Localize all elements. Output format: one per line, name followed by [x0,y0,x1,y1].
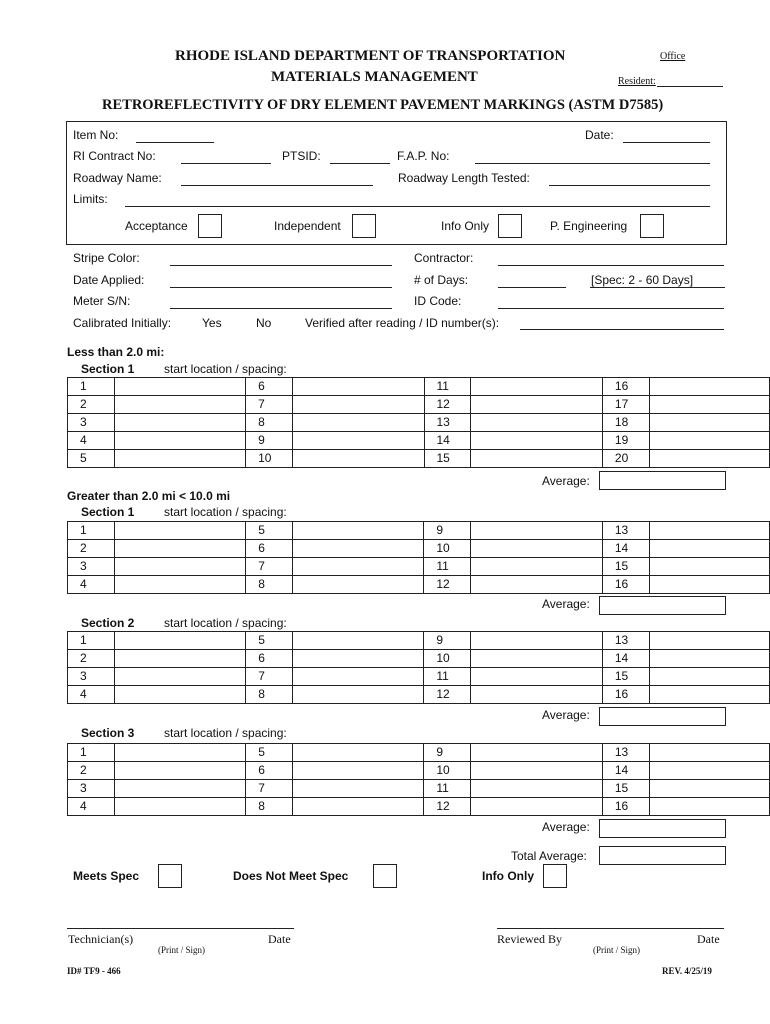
gt-section3-reading-value-cell[interactable] [114,762,246,780]
gt-section1-reading-value-cell[interactable] [292,540,424,558]
lt-start-location: start location / spacing: [164,362,287,376]
gt-section1-reading-number: 2 [68,540,115,558]
lt-reading-value-cell[interactable] [114,378,245,396]
gt-section1-reading-number: 7 [246,558,293,576]
gt-section3-reading-value-cell[interactable] [292,798,424,816]
lt-reading-value-cell[interactable] [471,396,602,414]
lt-reading-number: 8 [246,414,293,432]
stripe-color-field[interactable] [170,265,392,266]
gt-section3-reading-value-cell[interactable] [471,780,603,798]
gt-section3-reading-value-cell[interactable] [114,780,246,798]
greater-than-heading: Greater than 2.0 mi < 10.0 mi [67,489,231,503]
lt-reading-number: 16 [602,378,649,396]
lt-reading-value-cell[interactable] [471,414,602,432]
gt-section2-reading-number: 5 [246,632,293,650]
lt-row [68,378,770,396]
lt-reading-number: 13 [424,414,471,432]
gt-section3-reading-number: 8 [246,798,293,816]
roadway-name-field[interactable] [181,185,373,186]
gt-section1-reading-value-cell[interactable] [471,558,603,576]
gt-section2-label: Section 2 [81,616,135,630]
lt-reading-value-cell[interactable] [114,450,245,468]
fap-no-label: F.A.P. No: [397,149,450,163]
independent-checkbox[interactable] [352,214,376,238]
lt-reading-value-cell[interactable] [649,432,769,450]
lt-reading-value-cell[interactable] [293,396,424,414]
gt-section3-reading-number: 13 [602,744,649,762]
lt-reading-number: 19 [602,432,649,450]
item-no-field[interactable] [136,142,214,143]
does-not-meet-label: Does Not Meet Spec [233,869,349,883]
gt-section1-reading-number: 13 [602,522,649,540]
gt-section2-reading-value-cell[interactable] [292,686,424,704]
gt-section3-reading-number: 15 [602,780,649,798]
reviewed-by-label: Reviewed By [497,932,562,946]
gt-section2-row [68,668,770,686]
office-label: Office [660,51,686,62]
lt-row [68,414,770,432]
lt-reading-number: 10 [246,450,293,468]
gt-section3-reading-value-cell[interactable] [471,744,603,762]
gt-section2-reading-number: 13 [602,632,649,650]
gt-section2-reading-number: 8 [246,686,293,704]
gt-section2-reading-value-cell[interactable] [649,632,769,650]
gt-section2-reading-value-cell[interactable] [649,686,769,704]
gt-section1-reading-number: 14 [602,540,649,558]
gt-section3-reading-value-cell[interactable] [649,744,769,762]
gt-section1-reading-value-cell[interactable] [114,522,246,540]
limits-field[interactable] [125,206,710,207]
gt-section2-reading-value-cell[interactable] [292,650,424,668]
reviewer-signature-line[interactable] [497,928,724,929]
meets-spec-checkbox[interactable] [158,864,182,888]
gt-section2-reading-number: 11 [424,668,471,686]
gt-section2-reading-value-cell[interactable] [114,686,246,704]
gt-section1-reading-number: 5 [246,522,293,540]
gt-section1-label: Section 1 [81,505,135,519]
date-field[interactable] [623,142,710,143]
gt-section2-reading-value-cell[interactable] [471,650,603,668]
gt-section3-reading-value-cell[interactable] [649,780,769,798]
lt-row [68,432,770,450]
gt-section1-reading-value-cell[interactable] [114,576,246,594]
gt-section2-reading-number: 14 [602,650,649,668]
gt-section2-reading-number: 12 [424,686,471,704]
ptsid-field[interactable] [330,163,390,164]
gt-section2-row [68,686,770,704]
lt-reading-number: 1 [68,378,115,396]
gt-section1-reading-value-cell[interactable] [114,558,246,576]
gt-section2-reading-value-cell[interactable] [114,650,246,668]
gt-section2-reading-value-cell[interactable] [292,668,424,686]
stripe-color-label: Stripe Color: [73,251,140,265]
gt-section3-reading-number: 11 [424,780,471,798]
lt-reading-number: 17 [602,396,649,414]
form-revision: REV. 4/25/19 [662,966,712,976]
gt-section3-reading-value-cell[interactable] [114,798,246,816]
division-title: MATERIALS MANAGEMENT [271,69,478,85]
lt-reading-value-cell[interactable] [293,378,424,396]
gt-section3-reading-value-cell[interactable] [649,762,769,780]
technician-label: Technician(s) [68,932,134,946]
lt-reading-number: 6 [246,378,293,396]
gt-section3-average-field[interactable] [599,819,726,838]
gt-section3-reading-value-cell[interactable] [471,762,603,780]
gt-section3-label: Section 3 [81,726,135,740]
summary-info-only-label: Info Only [482,869,534,883]
independent-label: Independent [274,219,341,233]
limits-label: Limits: [73,192,108,206]
lt-reading-value-cell[interactable] [471,450,602,468]
meter-sn-label: Meter S/N: [73,294,131,308]
gt-section3-reading-number: 4 [68,798,115,816]
lt-reading-value-cell[interactable] [293,450,424,468]
id-code-field[interactable] [498,308,724,309]
lt-section1-label: Section 1 [81,362,135,376]
lt-reading-number: 14 [424,432,471,450]
lt-reading-number: 9 [246,432,293,450]
calibrated-no[interactable]: No [256,316,272,330]
lt-reading-number: 15 [424,450,471,468]
spec-underline [590,287,725,288]
lt-reading-value-cell[interactable] [293,414,424,432]
verified-label: Verified after reading / ID number(s): [305,316,500,330]
gt-section3-reading-number: 1 [68,744,115,762]
lt-reading-value-cell[interactable] [114,396,245,414]
lt-reading-value-cell[interactable] [114,414,245,432]
lt-reading-number: 5 [68,450,115,468]
lt-reading-value-cell[interactable] [649,396,769,414]
technician-date-label: Date [268,932,291,946]
technician-print-sign: (Print / Sign) [158,945,206,955]
gt-section3-row [68,762,770,780]
gt-section1-reading-value-cell[interactable] [649,522,769,540]
form-title: RETROREFLECTIVITY OF DRY ELEMENT PAVEMENT MARKINGS (ASTM D7585) [102,97,664,113]
spec-note: [Spec: 2 - 60 Days] [591,273,694,287]
gt-section3-start: start location / spacing: [164,726,287,740]
gt-section1-reading-value-cell[interactable] [292,576,424,594]
gt-section1-reading-value-cell[interactable] [471,522,603,540]
gt-section3-reading-number: 2 [68,762,115,780]
resident-label: Resident: [618,76,656,87]
reviewer-print-sign: (Print / Sign) [593,945,641,955]
gt-section2-reading-number: 9 [424,632,471,650]
lt-reading-value-cell[interactable] [471,432,602,450]
lt-reading-number: 12 [424,396,471,414]
gt-section1-average-field[interactable] [599,596,726,615]
gt-section2-reading-number: 2 [68,650,115,668]
lt-reading-value-cell[interactable] [293,432,424,450]
gt-section1-reading-number: 8 [246,576,293,594]
gt-section1-reading-value-cell[interactable] [292,522,424,540]
lt-readings-table [67,377,770,468]
gt-section1-reading-value-cell[interactable] [471,540,603,558]
lt-average-field[interactable] [599,471,726,490]
gt-section1-average-label: Average: [542,597,590,611]
gt-section1-reading-number: 12 [424,576,471,594]
gt-section2-reading-value-cell[interactable] [649,668,769,686]
gt-section3-reading-number: 7 [246,780,293,798]
lt-reading-number: 3 [68,414,115,432]
num-days-field[interactable] [498,287,566,288]
gt-section3-row [68,798,770,816]
gt-section2-reading-number: 15 [602,668,649,686]
resident-field[interactable] [657,86,723,87]
total-average-label: Total Average: [511,849,587,863]
lt-reading-value-cell[interactable] [471,378,602,396]
gt-section2-reading-value-cell[interactable] [292,632,424,650]
gt-section2-reading-number: 6 [246,650,293,668]
lt-reading-number: 7 [246,396,293,414]
gt-section2-reading-number: 4 [68,686,115,704]
summary-info-only-checkbox[interactable] [543,864,567,888]
fap-no-field[interactable] [475,163,710,164]
contractor-label: Contractor: [414,251,474,265]
reviewer-date-label: Date [697,932,720,946]
ri-contract-label: RI Contract No: [73,149,156,163]
gt-section3-row [68,780,770,798]
gt-section1-reading-number: 11 [424,558,471,576]
gt-section1-reading-number: 9 [424,522,471,540]
does-not-meet-checkbox[interactable] [373,864,397,888]
id-code-label: ID Code: [414,294,462,308]
info-only-checkbox[interactable] [498,214,522,238]
lt-row [68,450,770,468]
p-engineering-label: P. Engineering [550,219,628,233]
gt-section3-reading-number: 10 [424,762,471,780]
acceptance-checkbox[interactable] [198,214,222,238]
date-applied-label: Date Applied: [73,273,145,287]
gt-section1-reading-value-cell[interactable] [114,540,246,558]
p-engineering-checkbox[interactable] [640,214,664,238]
gt-section2-reading-number: 16 [602,686,649,704]
gt-section2-average-label: Average: [542,708,590,722]
lt-reading-number: 4 [68,432,115,450]
gt-section2-reading-value-cell[interactable] [471,686,603,704]
gt-section2-reading-number: 7 [246,668,293,686]
ri-contract-field[interactable] [181,163,271,164]
gt-section1-row [68,576,770,594]
gt-section1-reading-number: 6 [246,540,293,558]
lt-reading-value-cell[interactable] [649,414,769,432]
roadway-length-label: Roadway Length Tested: [398,171,530,185]
gt-section3-reading-number: 3 [68,780,115,798]
gt-section1-row [68,558,770,576]
gt-section2-reading-number: 3 [68,668,115,686]
lt-reading-number: 11 [424,378,471,396]
verified-field[interactable] [520,329,724,330]
gt-section1-row [68,522,770,540]
gt-section3-reading-number: 12 [424,798,471,816]
gt-section1-reading-value-cell[interactable] [649,558,769,576]
dept-title: RHODE ISLAND DEPARTMENT OF TRANSPORTATION [175,48,566,64]
meets-spec-label: Meets Spec [73,869,140,883]
gt-section1-reading-value-cell[interactable] [292,558,424,576]
gt-section3-reading-value-cell[interactable] [292,762,424,780]
meter-sn-field[interactable] [170,308,392,309]
gt-section2-start: start location / spacing: [164,616,287,630]
gt-section2-reading-value-cell[interactable] [471,668,603,686]
gt-section2-row [68,632,770,650]
gt-section1-table [67,521,770,594]
gt-section2-reading-number: 1 [68,632,115,650]
lt-reading-value-cell[interactable] [649,378,769,396]
gt-section3-reading-number: 6 [246,762,293,780]
gt-section2-reading-value-cell[interactable] [649,650,769,668]
gt-section3-table [67,743,770,816]
gt-section1-reading-value-cell[interactable] [649,540,769,558]
gt-section3-reading-value-cell[interactable] [292,780,424,798]
lt-reading-number: 20 [602,450,649,468]
lt-reading-number: 18 [602,414,649,432]
gt-section1-reading-number: 10 [424,540,471,558]
gt-section1-reading-number: 1 [68,522,115,540]
gt-section3-reading-number: 9 [424,744,471,762]
calibrated-yes[interactable]: Yes [202,316,222,330]
calibrated-label: Calibrated Initially: [73,316,172,330]
date-applied-field[interactable] [170,287,392,288]
roadway-name-label: Roadway Name: [73,171,162,185]
gt-section3-reading-number: 16 [602,798,649,816]
gt-section3-average-label: Average: [542,820,590,834]
gt-section3-reading-value-cell[interactable] [471,798,603,816]
lt-reading-value-cell[interactable] [114,432,245,450]
info-only-label: Info Only [441,219,490,233]
less-than-heading: Less than 2.0 mi: [67,345,165,359]
gt-section2-reading-value-cell[interactable] [471,632,603,650]
gt-section2-reading-value-cell[interactable] [114,632,246,650]
gt-section3-reading-value-cell[interactable] [114,744,246,762]
gt-section2-row [68,650,770,668]
item-no-label: Item No: [73,128,119,142]
contractor-field[interactable] [498,265,724,266]
gt-section3-reading-value-cell[interactable] [292,744,424,762]
form-id: ID# TF9 - 466 [67,966,121,976]
gt-section1-reading-number: 4 [68,576,115,594]
gt-section3-reading-number: 14 [602,762,649,780]
gt-section1-reading-number: 3 [68,558,115,576]
num-days-label: # of Days: [414,273,469,287]
gt-section1-reading-value-cell[interactable] [471,576,603,594]
lt-row [68,396,770,414]
gt-section2-table [67,631,770,704]
total-average-field[interactable] [599,846,726,865]
technician-signature-line[interactable] [67,928,294,929]
gt-section2-average-field[interactable] [599,707,726,726]
gt-section1-start: start location / spacing: [164,505,287,519]
gt-section1-row [68,540,770,558]
roadway-length-field[interactable] [549,185,710,186]
lt-reading-value-cell[interactable] [649,450,769,468]
gt-section1-reading-value-cell[interactable] [649,576,769,594]
gt-section3-row [68,744,770,762]
date-label: Date: [585,128,614,142]
lt-reading-number: 2 [68,396,115,414]
gt-section3-reading-value-cell[interactable] [649,798,769,816]
ptsid-label: PTSID: [282,149,321,163]
gt-section2-reading-value-cell[interactable] [114,668,246,686]
gt-section1-reading-number: 15 [602,558,649,576]
gt-section1-reading-number: 16 [602,576,649,594]
gt-section3-reading-number: 5 [246,744,293,762]
lt-average-label: Average: [542,474,590,488]
gt-section2-reading-number: 10 [424,650,471,668]
acceptance-label: Acceptance [125,219,188,233]
